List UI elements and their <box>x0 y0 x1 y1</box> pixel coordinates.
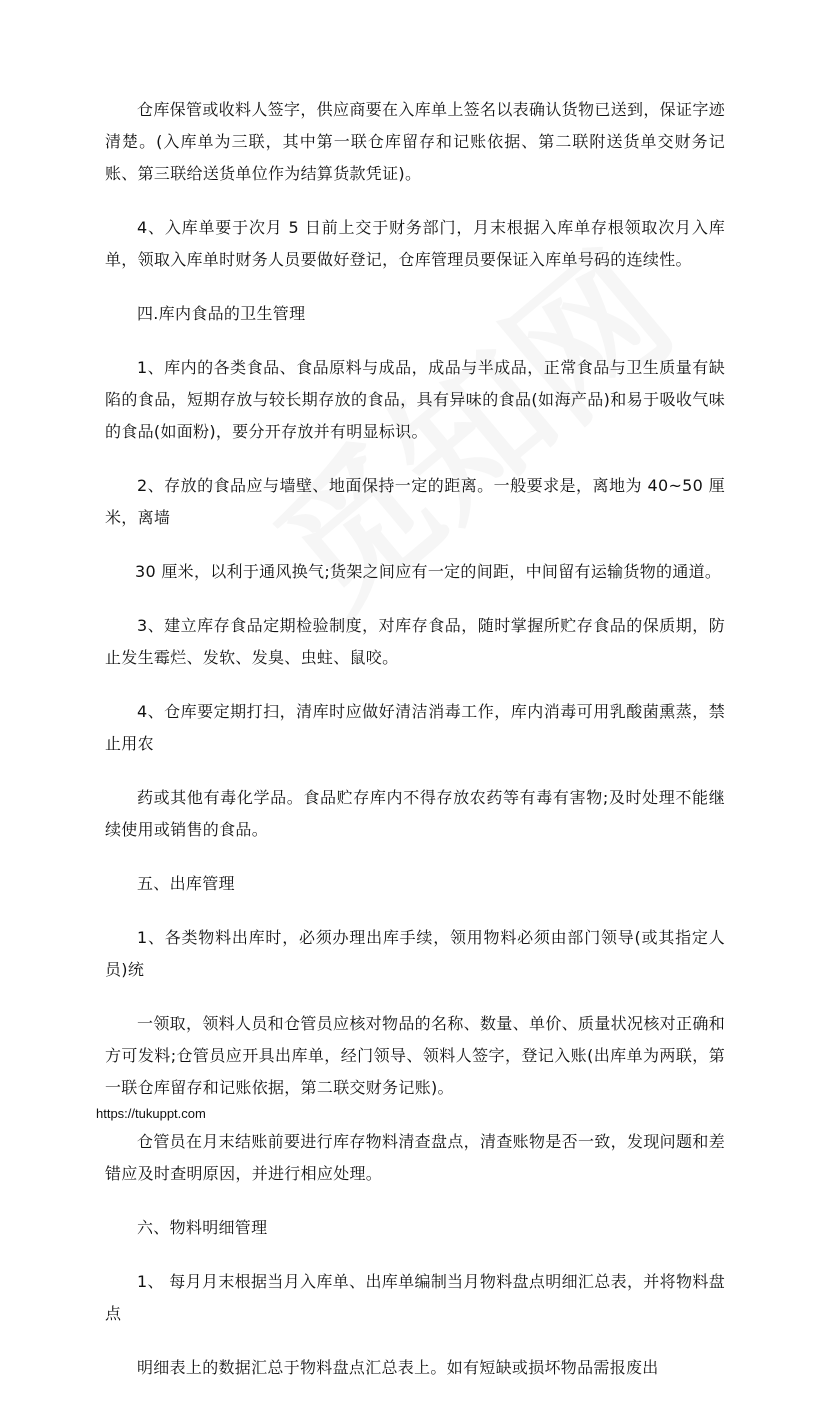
document-body <box>105 94 725 1406</box>
paragraph-monthly-summary: 1、 每月月末根据当月入库单、出库单编制当月物料盘点明细汇总表，并将物料盘点 <box>105 1272 725 1323</box>
section-heading-hygiene: 四.库内食品的卫生管理 <box>137 304 306 323</box>
paragraph-signature: 仓库保管或收料人签字，供应商要在入库单上签名以表确认货物已送到，保证字迹清楚。(入库单为三联，其中第一联仓库留存和记账依据、第二联附送货单交财务记账、第三联给送货单位作为结算货款凭证)。 <box>105 100 725 183</box>
paragraph-receipt-submission: 4、入库单要于次月 5 日前上交于财务部门，月末根据入库单存根领取次月入库单，领取入库单时财务人员要做好登记，仓库管理员要保证入库单号码的连续性。 <box>105 218 725 269</box>
paragraph-outbound-procedure: 1、各类物料出库时，必须办理出库手续，领用物料必须由部门领导(或其指定人员)统 <box>105 928 725 979</box>
paragraph-separate-storage: 1、库内的各类食品、食品原料与成品，成品与半成品，正常食品与卫生质量有缺陷的食品，短期存放与较长期存放的食品，具有异味的食品(如海产品)和易于吸收气味的食品(如面粉)，要分开存放并有明显标识。 <box>105 358 725 441</box>
paragraph-monthly-check: 仓管员在月末结账前要进行库存物料清查盘点，清查账物是否一致，发现问题和差错应及时查明原因，并进行相应处理。 <box>105 1132 725 1183</box>
paragraph-toxic-items: 药或其他有毒化学品。食品贮存库内不得存放农药等有毒有害物;及时处理不能继续使用或销售的食品。 <box>105 788 725 839</box>
paragraph-cleaning: 4、仓库要定期打扫，清库时应做好清洁消毒工作，库内消毒可用乳酸菌熏蒸，禁止用农 <box>105 702 725 753</box>
paragraph-ventilation: 30 厘米，以利于通风换气;货架之间应有一定的间距，中间留有运输货物的通道。 <box>135 562 722 581</box>
section-heading-details: 六、物料明细管理 <box>137 1218 268 1237</box>
paragraph-outbound-verification: 一领取，领料人员和仓管员应核对物品的名称、数量、单价、质量状况核对正确和方可发料;仓管员应开具出库单，经门领导、领料人签字，登记入账(出库单为两联，第一联仓库留存和记账依据，第二联交财务记账)。 <box>105 1014 725 1097</box>
paragraph-inspection: 3、建立库存食品定期检验制度，对库存食品，随时掌握所贮存食品的保质期，防止发生霉烂、发软、发臭、虫蛀、鼠咬。 <box>105 616 725 667</box>
paragraph-summary-transfer: 明细表上的数据汇总于物料盘点汇总表上。如有短缺或损坏物品需报废出 <box>137 1358 659 1377</box>
footer-url: https://tukuppt.com <box>96 1106 206 1121</box>
section-heading-outbound: 五、出库管理 <box>137 874 235 893</box>
paragraph-distance: 2、存放的食品应与墙壁、地面保持一定的距离。一般要求是，离地为 40~50 厘米，离墙 <box>105 476 725 527</box>
